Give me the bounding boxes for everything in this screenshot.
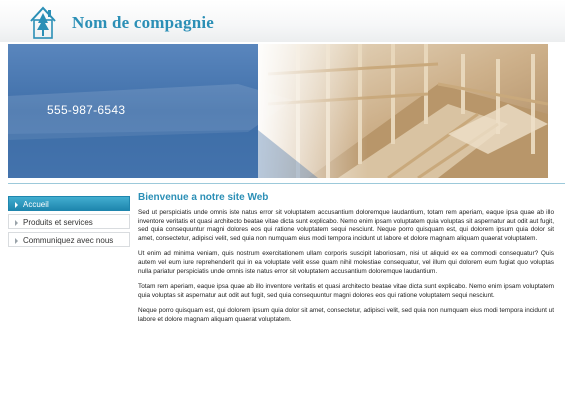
body-paragraph: Ut enim ad minima veniam, quis nostrum exercitationem ullam corporis suscipit laboriosam, nisi ut aliquid ex ea commodi consequatur? Quis autem vel eum iure reprehenderit qui in ea voluptate velit esse quam nihil molestiae consequatur, vel illum qui dolorem eum fugiat quo voluptas nulla pariatur perspiciatis unde omnis iste natus error sit voluptatem accusantium doloremque laudantium. (138, 250, 554, 275)
body-paragraph: Neque porro quisquam est, qui dolorem ipsum quia dolor sit amet, consectetur, adipisci velit, sed quia non numquam eius modi tempora incidunt ut labore et dolore magnam aliquam quaerat voluptatem. (138, 307, 554, 323)
site-header (0, 0, 565, 42)
triangle-bullet-icon (15, 202, 18, 208)
nav-item-label: Communiquez avec nous (23, 236, 114, 245)
body-paragraph: Sed ut perspiciatis unde omnis iste natus error sit voluptatem accusantium doloremque laudantium, totam rem aperiam, eaque ipsa quae ab illo inventore veritatis et quasi architecto beatae vitae dicta sunt explicabo. Nemo enim ipsam voluptatem quia voluptas sit aspernatur aut odit aut fugit, sed quia consequuntur magni dolores eos qui ratione voluptatem sequi nesciunt. Neque porro quisquam est, qui dolorem ipsum quia dolor sit amet, consectetur, adipisci velit, sed quia non numquam eius modi tempora incidunt ut labore et dolore magnam aliquam quaerat voluptatem. (138, 209, 554, 242)
nav-item-produits-et-services[interactable] (8, 214, 130, 229)
phone-number: 555-987-6543 (47, 103, 126, 117)
hero-banner (8, 44, 548, 178)
nav-item-label: Accueil (23, 200, 49, 209)
body-paragraph: Totam rem aperiam, eaque ipsa quae ab illo inventore veritatis et quasi architecto beatae vitae dicta sunt explicabo. Nemo enim ipsam voluptatem quia voluptas sit aspernatur aut odit aut fugit, sed quia consequuntur magni dolores eos qui ratione voluptatem sequi nesciunt. (138, 283, 554, 299)
divider-line (8, 183, 565, 184)
nav-item-label: Produits et services (23, 218, 93, 227)
triangle-bullet-icon (15, 238, 18, 244)
triangle-bullet-icon (15, 220, 18, 226)
nav-item-accueil[interactable] (8, 196, 130, 211)
page-title: Bienvenue a notre site Web (138, 192, 269, 203)
main-content (138, 192, 554, 332)
nav-item-communiquez-avec-nous[interactable] (8, 232, 130, 247)
house-tree-icon[interactable] (28, 3, 58, 40)
sidebar-nav (8, 196, 130, 250)
company-name[interactable]: Nom de compagnie (72, 13, 215, 32)
